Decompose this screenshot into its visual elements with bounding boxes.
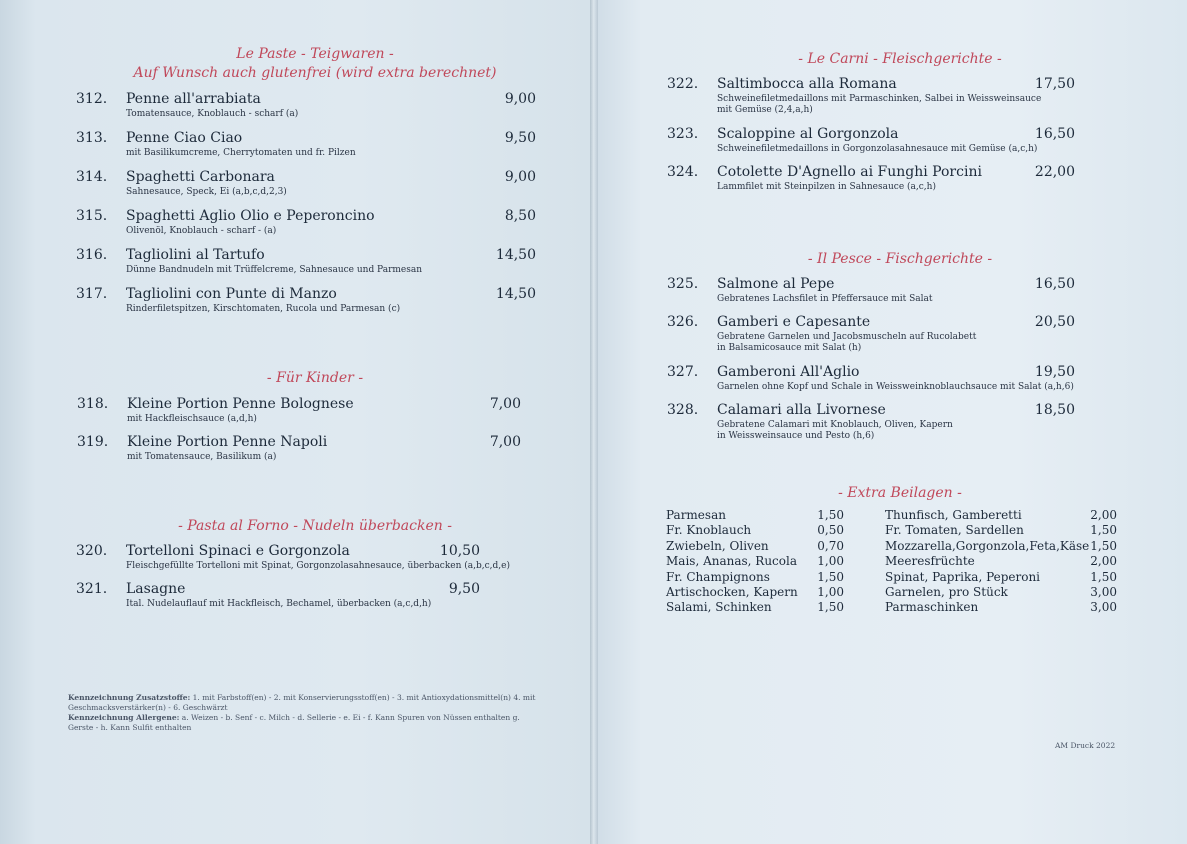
item-name: Spaghetti Carbonara: [126, 169, 275, 185]
extra-item: [666, 539, 851, 554]
extra-price: 1,50: [817, 600, 844, 615]
item-name: Tortelloni Spinaci e Gorgonzola: [126, 543, 350, 559]
item-description: Tomatensauce, Knoblauch - scharf (a): [126, 109, 299, 119]
item-price: 8,50: [504, 208, 536, 224]
item-number: 327.: [667, 364, 699, 380]
item-description: Rinderfiletspitzen, Kirschtomaten, Rucola und Parmesan (c): [126, 304, 401, 314]
extra-label: Mozzarella,Gorgonzola,Feta,Käse: [885, 538, 1090, 553]
extra-item: [666, 585, 851, 600]
item-description: Olivenöl, Knoblauch - scharf - (a): [126, 226, 277, 236]
item-description: Lammfilet mit Steinpilzen in Sahnesauce (a,c,h): [717, 182, 936, 192]
item-description: Gebratenes Lachsfilet in Pfeffersauce mit Salat: [717, 294, 933, 304]
pasta-heading-note: Auf Wunsch auch glutenfrei (wird extra berechnet): [133, 65, 497, 81]
extra-item: [885, 570, 1117, 585]
item-description: Dünne Bandnudeln mit Trüffelcreme, Sahnesauce und Parmesan: [126, 265, 423, 275]
extra-item: [666, 523, 851, 538]
extra-label: Parmesan: [666, 508, 726, 522]
extra-item: [666, 570, 851, 585]
item-price: 9,00: [504, 169, 536, 185]
item-price: 18,50: [1034, 402, 1075, 418]
additives-text: 1. mit Farbstoff(en) - 2. mit Konservierungsstoff(en) - 3. mit Antioxydationsmittel(n) 4. mit Geschmacksverstärker(n) - 6. Geschwärzt: [68, 693, 536, 712]
item-number: 325.: [667, 276, 699, 292]
extra-label: Artischocken, Kapern: [666, 584, 798, 599]
item-name: Cotolette D'Agnello ai Funghi Porcini: [717, 164, 982, 180]
kinder-heading: - Für Kinder -: [266, 370, 364, 386]
extra-item: [885, 508, 1117, 523]
item-price: 9,00: [504, 91, 536, 107]
extra-price: 2,00: [1090, 508, 1117, 522]
print-note: AM Druck 2022: [1055, 741, 1116, 750]
extra-price: 1,00: [817, 584, 844, 599]
item-number: 320.: [76, 543, 108, 559]
item-number: 314.: [76, 169, 108, 185]
extra-item: [885, 600, 1117, 615]
item-price: 19,50: [1034, 364, 1075, 380]
item-number: 315.: [76, 208, 108, 224]
item-description: Gebratene Garnelen und Jacobsmuscheln auf Rucolabett in Balsamicosauce mit Salat (h): [717, 332, 977, 353]
extra-price: 0,50: [817, 523, 844, 538]
extras-list-right: [885, 508, 1117, 616]
pesce-heading: - Il Pesce - Fischgerichte -: [807, 251, 993, 267]
extra-price: 1,50: [817, 569, 844, 584]
item-description: mit Hackfleischsauce (a,d,h): [127, 414, 257, 424]
item-description: Schweinefiletmedaillons in Gorgonzolasahnesauce mit Gemüse (a,c,h): [717, 144, 1038, 154]
item-price: 9,50: [448, 581, 480, 597]
item-number: 321.: [76, 581, 108, 597]
item-number: 324.: [667, 164, 699, 180]
item-price: 17,50: [1034, 76, 1075, 92]
extra-label: Meeresfrüchte: [885, 554, 975, 569]
extra-price: 2,00: [1090, 554, 1117, 569]
item-name: Kleine Portion Penne Bolognese: [127, 396, 354, 412]
extra-price: 1,50: [1090, 569, 1117, 584]
item-number: 318.: [77, 396, 109, 412]
pasta-heading-title: Le Paste - Teigwaren -: [236, 46, 394, 62]
allergens-text: a. Weizen - b. Senf - c. Milch - d. Sellerie - e. Ei - f. Kann Spuren von Nüssen enthalten g. Gerste - h. Kann Sulfit enthalten: [68, 713, 520, 732]
extra-item: [666, 554, 851, 569]
extra-price: 0,70: [817, 538, 844, 553]
item-name: Salmone al Pepe: [717, 276, 835, 292]
item-name: Penne all'arrabiata: [126, 91, 261, 107]
extra-price: 1,50: [1090, 538, 1117, 553]
item-name: Saltimbocca alla Romana: [717, 76, 897, 92]
extras-heading: - Extra Beilagen -: [838, 485, 962, 501]
extra-label: Garnelen, pro Stück: [885, 584, 1008, 599]
item-description: Sahnesauce, Speck, Ei (a,b,c,d,2,3): [126, 187, 287, 197]
extra-label: Parmaschinken: [885, 600, 979, 615]
item-price: 22,00: [1034, 164, 1075, 180]
additives-footnote: [68, 693, 538, 733]
extra-item: [885, 539, 1117, 554]
item-description: Gebratene Calamari mit Knoblauch, Oliven, Kapern in Weissweinsauce und Pesto (h,6): [717, 420, 953, 441]
extras-list-left: [666, 508, 851, 616]
item-description: Garnelen ohne Kopf und Schale in Weissweinknoblauchsauce mit Salat (a,h,6): [717, 382, 1074, 392]
extra-price: 3,00: [1090, 584, 1117, 599]
item-price: 16,50: [1034, 126, 1075, 142]
extra-label: Thunfisch, Gamberetti: [885, 508, 1022, 522]
extra-price: 1,00: [817, 554, 844, 569]
item-description: Schweinefiletmedaillons mit Parmaschinken, Salbei in Weissweinsauce mit Gemüse (2,4,a,h): [717, 94, 1042, 115]
extra-price: 1,50: [817, 508, 844, 522]
allergens-label: Kennzeichnung Allergene:: [68, 713, 180, 722]
item-name: Penne Ciao Ciao: [126, 130, 243, 146]
extra-label: Mais, Ananas, Rucola: [666, 554, 797, 569]
item-number: 313.: [76, 130, 108, 146]
forno-heading: - Pasta al Forno - Nudeln überbacken -: [178, 518, 452, 534]
item-name: Lasagne: [126, 581, 186, 597]
item-name: Scaloppine al Gorgonzola: [717, 126, 899, 142]
extra-label: Spinat, Paprika, Peperoni: [885, 569, 1041, 584]
item-name: Kleine Portion Penne Napoli: [127, 434, 328, 450]
item-name: Calamari alla Livornese: [717, 402, 886, 418]
extra-item: [885, 523, 1117, 538]
item-number: 317.: [76, 286, 108, 302]
item-number: 326.: [667, 314, 699, 330]
extra-label: Salami, Schinken: [666, 600, 772, 615]
extra-price: 1,50: [1090, 523, 1117, 538]
item-price: 14,50: [495, 247, 536, 263]
extra-price: 3,00: [1090, 600, 1117, 615]
additives-label: Kennzeichnung Zusatzstoffe:: [68, 693, 191, 702]
item-price: 10,50: [439, 543, 480, 559]
item-description: mit Basilikumcreme, Cherrytomaten und fr. Pilzen: [126, 148, 356, 158]
carni-heading: - Le Carni - Fleischgerichte -: [798, 51, 1002, 67]
item-number: 312.: [76, 91, 108, 107]
item-number: 316.: [76, 247, 108, 263]
extra-item: [666, 600, 851, 615]
item-name: Tagliolini al Tartufo: [126, 247, 265, 263]
item-price: 14,50: [495, 286, 536, 302]
item-price: 20,50: [1034, 314, 1075, 330]
item-price: 16,50: [1034, 276, 1075, 292]
item-name: Gamberi e Capesante: [717, 314, 871, 330]
extra-item: [666, 508, 851, 523]
extra-item: [885, 585, 1117, 600]
extra-label: Fr. Knoblauch: [666, 523, 752, 538]
item-number: 323.: [667, 126, 699, 142]
pasta-heading: [100, 45, 530, 83]
item-number: 319.: [77, 434, 109, 450]
item-number: 328.: [667, 402, 699, 418]
item-price: 7,00: [489, 396, 521, 412]
item-number: 322.: [667, 76, 699, 92]
item-name: Spaghetti Aglio Olio e Peperoncino: [126, 208, 375, 224]
page-fold: [590, 0, 598, 844]
extra-label: Zwiebeln, Oliven: [666, 538, 769, 553]
extra-label: Fr. Tomaten, Sardellen: [885, 523, 1024, 538]
item-name: Gamberoni All'Aglio: [717, 364, 860, 380]
item-description: Fleischgefüllte Tortelloni mit Spinat, Gorgonzolasahnesauce, überbacken (a,b,c,d,e): [126, 561, 511, 571]
item-price: 9,50: [504, 130, 536, 146]
extra-item: [885, 554, 1117, 569]
extra-label: Fr. Champignons: [666, 569, 770, 584]
item-price: 7,00: [489, 434, 521, 450]
item-name: Tagliolini con Punte di Manzo: [126, 286, 337, 302]
item-description: mit Tomatensauce, Basilikum (a): [127, 452, 277, 462]
item-description: Ital. Nudelauflauf mit Hackfleisch, Bechamel, überbacken (a,c,d,h): [126, 599, 432, 609]
